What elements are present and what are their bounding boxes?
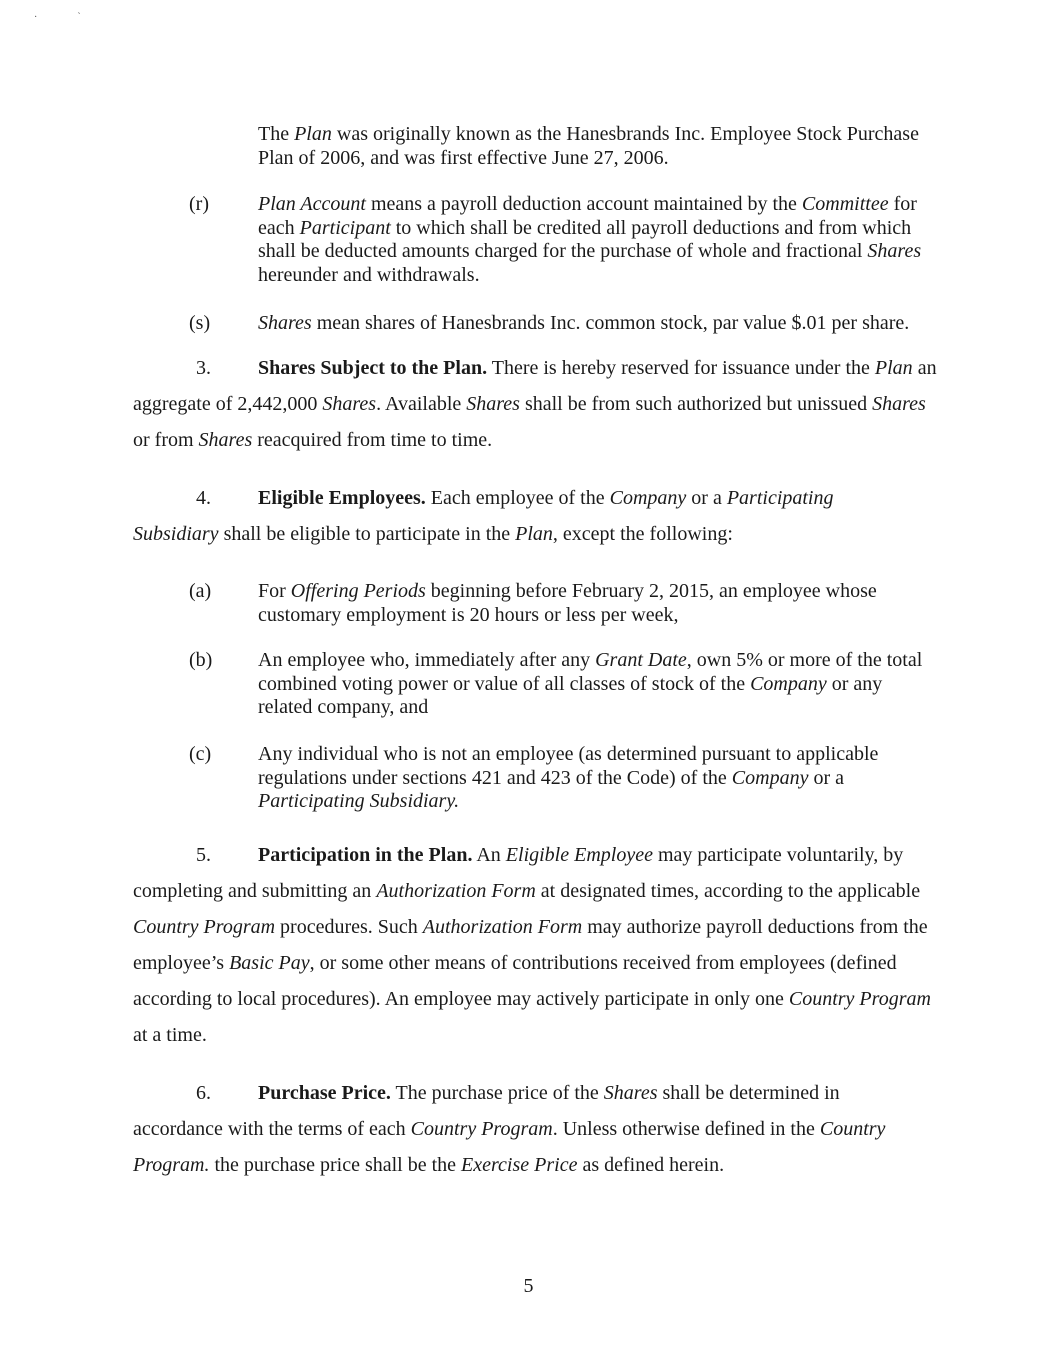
section-4: Eligible Employees. Each employee of the Company or a Participating Subsidiary shall be eligible to participate in the Plan, except the following: — [133, 487, 834, 545]
item-label-c: (c) — [189, 743, 212, 765]
section-5: Participation in the Plan. An Eligible Employee may participate voluntarily, by completing and submitting an Authorization Form at designated times, according to the applicable Country Program procedures. Such Authorization Form may authorize payroll deductions from the employee’s Basic Pay, or some other means of contributions received from employees (defined according to local procedures). An employee may actively participate in only one Country Program at a time. — [133, 844, 931, 1046]
section-number-5: 5. — [196, 844, 211, 866]
section-number-6: 6. — [196, 1082, 211, 1104]
section-6-heading: Purchase Price. — [258, 1082, 391, 1104]
item-b: An employee who, immediately after any Grant Date, own 5% or more of the total combined voting power or value of all classes of stock of the Company or any related company, and — [258, 649, 923, 718]
page-number: 5 — [523, 1275, 534, 1297]
definition-s: Shares mean shares of Hanesbrands Inc. common stock, par value $.01 per share. — [258, 312, 910, 334]
section-6: Purchase Price. The purchase price of the Shares shall be determined in accordance with the terms of each Country Program. Unless otherwise defined in the Country Program. the purchase price shall be the Exercise Price as defined herein. — [133, 1082, 886, 1176]
section-4-heading: Eligible Employees. — [258, 487, 426, 509]
item-a: For Offering Periods beginning before February 2, 2015, an employee whose customary employment is 20 hours or less per week, — [258, 580, 877, 626]
item-label-a: (a) — [189, 580, 212, 602]
section-3-heading: Shares Subject to the Plan. — [258, 357, 488, 379]
section-number-3: 3. — [196, 357, 211, 379]
definition-label-r: (r) — [189, 193, 209, 215]
section-number-4: 4. — [196, 487, 211, 509]
section-5-heading: Participation in the Plan. — [258, 844, 473, 866]
definition-r: Plan Account means a payroll deduction account maintained by the Committee for each Participant to which shall be credited all payroll deductions and from which shall be deducted amounts charged for the purchase of whole and fractional Shares hereunder and withdrawals. — [258, 193, 922, 286]
item-label-b: (b) — [189, 649, 213, 671]
section-3: Shares Subject to the Plan. There is hereby reserved for issuance under the Plan an aggregate of 2,442,000 Shares. Available Shares shall be from such authorized but unissued Shares or from Shares reacquired from time to time. — [133, 357, 937, 451]
intro-paragraph: The Plan was originally known as the Hanesbrands Inc. Employee Stock Purchase Plan of 2006, and was first effective June 27, 2006. — [258, 123, 919, 169]
definition-label-s: (s) — [189, 312, 211, 334]
item-c: Any individual who is not an employee (as determined pursuant to applicable regulations under sections 421 and 423 of the Code) of the Company or a Participating Subsidiary. — [258, 743, 879, 812]
scan-artifact: · ` — [34, 12, 81, 23]
